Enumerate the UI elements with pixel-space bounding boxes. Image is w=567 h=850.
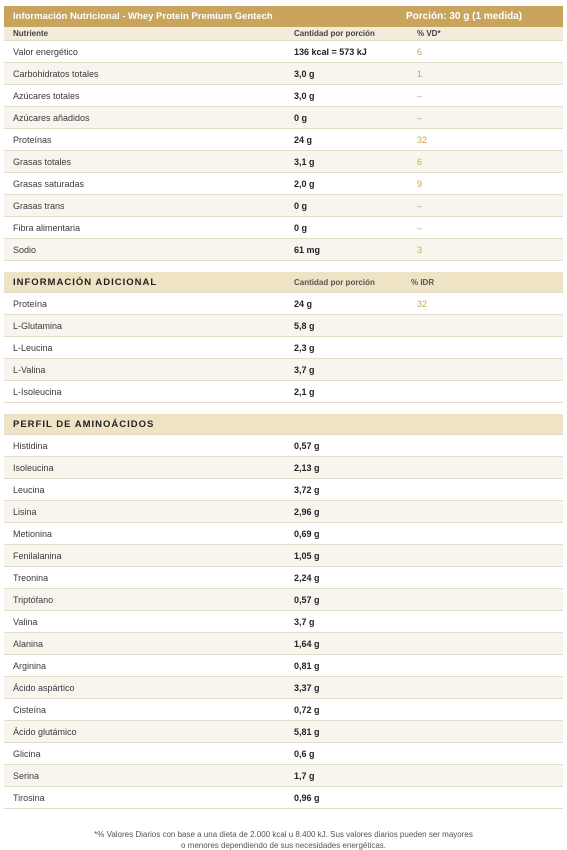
aminoacid-amount: 3,7 g: [294, 616, 315, 627]
aminoacid-name: Isoleucina: [13, 462, 54, 473]
table-row: [4, 293, 563, 315]
aminoacid-amount: 5,81 g: [294, 726, 320, 737]
nutrient-amount: 24 g: [294, 298, 313, 309]
table-row: [4, 589, 563, 611]
table-row: [4, 633, 563, 655]
table-row: [4, 567, 563, 589]
table-row: [4, 315, 563, 337]
nutrient-name: Azúcares totales: [13, 90, 80, 101]
aminoacid-name: Ácido glutámico: [13, 726, 77, 737]
table-row: [4, 611, 563, 633]
aminoacid-name: Ácido aspártico: [13, 682, 75, 693]
additional-rows: [4, 293, 563, 403]
table-row: [4, 41, 563, 63]
nutrient-amount: 136 kcal = 573 kJ: [294, 46, 367, 57]
table-row: [4, 217, 563, 239]
table-row: [4, 787, 563, 809]
aminoacid-name: Leucina: [13, 484, 45, 495]
table-title: Información Nutricional - Whey Protein Premium Gentech: [13, 11, 273, 22]
nutrient-name: Azúcares añadidos: [13, 112, 90, 123]
col-amount: Cantidad por porción: [294, 29, 375, 38]
table-row: [4, 129, 563, 151]
aminoacid-name: Fenilalanina: [13, 550, 62, 561]
table-row: [4, 457, 563, 479]
table-row: [4, 501, 563, 523]
nutrient-amount: 5,8 g: [294, 320, 315, 331]
nutrient-dv: 6: [417, 46, 423, 57]
table-row: [4, 107, 563, 129]
aminoacid-amount: 0,6 g: [294, 748, 315, 759]
nutrient-name: Grasas totales: [13, 156, 72, 167]
nutrient-amount: 3,7 g: [294, 364, 315, 375]
aminoacid-amount: 0,96 g: [294, 792, 320, 803]
nutrient-amount: 2,3 g: [294, 342, 315, 353]
aminoacid-name: Cisteína: [13, 704, 47, 715]
table-row: [4, 677, 563, 699]
nutrient-name: Carbohidratos totales: [13, 68, 99, 79]
column-headers: [4, 27, 563, 41]
aminoacid-name: Metionina: [13, 528, 53, 539]
nutrient-name: L-Isoleucina: [13, 386, 62, 397]
nutrient-name: Grasas trans: [13, 200, 65, 211]
table-row: [4, 359, 563, 381]
table-row: [4, 743, 563, 765]
nutrient-dv: 9: [417, 178, 423, 189]
nutrient-amount: 2,0 g: [294, 178, 315, 189]
additional-amount-header: Cantidad por porción: [294, 277, 375, 287]
aminoacid-amount: 1,7 g: [294, 770, 315, 781]
aminoacid-rows: [4, 435, 563, 809]
nutrient-name: L-Valina: [13, 364, 46, 375]
nutrient-name: Sodio: [13, 244, 37, 255]
table-row: [4, 195, 563, 217]
section-gap: [4, 403, 563, 414]
table-row: [4, 337, 563, 359]
nutrient-dv: 6: [417, 156, 423, 167]
aminoacid-name: Triptófano: [13, 594, 54, 605]
nutrient-amount: 0 g: [294, 222, 308, 233]
nutrient-name: Valor energético: [13, 46, 78, 57]
table-title-bar: [4, 6, 563, 27]
aminoacid-name: Serina: [13, 770, 40, 781]
nutrient-dv: –: [417, 90, 423, 101]
aminoacid-amount: 1,64 g: [294, 638, 320, 649]
nutrient-amount: 3,1 g: [294, 156, 315, 167]
table-row: [4, 765, 563, 787]
nutrient-name: Grasas saturadas: [13, 178, 85, 189]
table-row: [4, 545, 563, 567]
aminoacid-name: Arginina: [13, 660, 47, 671]
col-nutrient: Nutriente: [13, 29, 49, 38]
table-row: [4, 239, 563, 261]
nutrient-name: Proteína: [13, 298, 48, 309]
aminoacid-amount: 0,81 g: [294, 660, 320, 671]
aminoacid-amount: 2,13 g: [294, 462, 320, 473]
aminoacid-amount: 0,69 g: [294, 528, 320, 539]
table-row: [4, 479, 563, 501]
nutrient-dv: 3: [417, 244, 423, 255]
table-row: [4, 523, 563, 545]
footnote: [0, 829, 567, 850]
table-row: [4, 63, 563, 85]
aminoacid-name: Valina: [13, 616, 38, 627]
nutrient-name: L-Glutamina: [13, 320, 63, 331]
nutrient-dv: –: [417, 222, 423, 233]
aminoacid-name: Tirosina: [13, 792, 45, 803]
nutrition-table: [4, 6, 563, 809]
table-row: [4, 85, 563, 107]
aminoacid-name: Treonina: [13, 572, 49, 583]
aminoacid-amount: 0,57 g: [294, 440, 320, 451]
table-row: [4, 699, 563, 721]
serving-size: Porción: 30 g (1 medida): [406, 11, 523, 22]
nutrient-amount: 0 g: [294, 200, 308, 211]
nutrient-amount: 0 g: [294, 112, 308, 123]
nutrient-dv: 1: [417, 68, 423, 79]
nutrition-rows: [4, 41, 563, 261]
aminoacid-amount: 3,37 g: [294, 682, 320, 693]
table-row: [4, 435, 563, 457]
aminoacid-amount: 2,24 g: [294, 572, 320, 583]
aminoacid-name: Alanina: [13, 638, 44, 649]
aminoacid-amount: 0,72 g: [294, 704, 320, 715]
aminoacid-name: Histidina: [13, 440, 48, 451]
aminoacid-amount: 2,96 g: [294, 506, 320, 517]
nutrient-dv: –: [417, 112, 423, 123]
nutrient-name: Fibra alimentaria: [13, 222, 81, 233]
aminoacid-name: Lisina: [13, 506, 37, 517]
table-row: [4, 173, 563, 195]
nutrient-dv: –: [417, 200, 423, 211]
table-row: [4, 655, 563, 677]
aminoacid-header: [4, 414, 563, 435]
aminoacid-amount: 0,57 g: [294, 594, 320, 605]
section-gap: [4, 261, 563, 272]
nutrient-dv: 32: [417, 134, 428, 145]
nutrient-amount: 24 g: [294, 134, 313, 145]
nutrient-amount: 61 mg: [294, 244, 321, 255]
additional-info-header: [4, 272, 563, 293]
additional-info-title: INFORMACIÓN ADICIONAL: [13, 276, 158, 288]
nutrient-amount: 2,1 g: [294, 386, 315, 397]
nutrient-name: Proteínas: [13, 134, 52, 145]
footnote-line-2: o menores dependiendo de sus necesidades energéticas.: [180, 841, 387, 850]
additional-idr-header: % IDR: [411, 277, 435, 287]
nutrient-name: L-Leucina: [13, 342, 53, 353]
table-row: [4, 381, 563, 403]
nutrient-idr: 32: [417, 298, 428, 309]
aminoacid-amount: 1,05 g: [294, 550, 320, 561]
nutrient-amount: 3,0 g: [294, 68, 315, 79]
col-dv: % VD*: [417, 29, 441, 38]
nutrient-amount: 3,0 g: [294, 90, 315, 101]
table-row: [4, 721, 563, 743]
footnote-line-1: *% Valores Diarios con base a una dieta de 2.000 kcal u 8.400 kJ. Sus valores diarios pueden ser mayores: [94, 830, 473, 839]
table-row: [4, 151, 563, 173]
aminoacid-title: PERFIL DE AMINOÁCIDOS: [13, 418, 155, 430]
aminoacid-amount: 3,72 g: [294, 484, 320, 495]
aminoacid-name: Glicina: [13, 748, 41, 759]
